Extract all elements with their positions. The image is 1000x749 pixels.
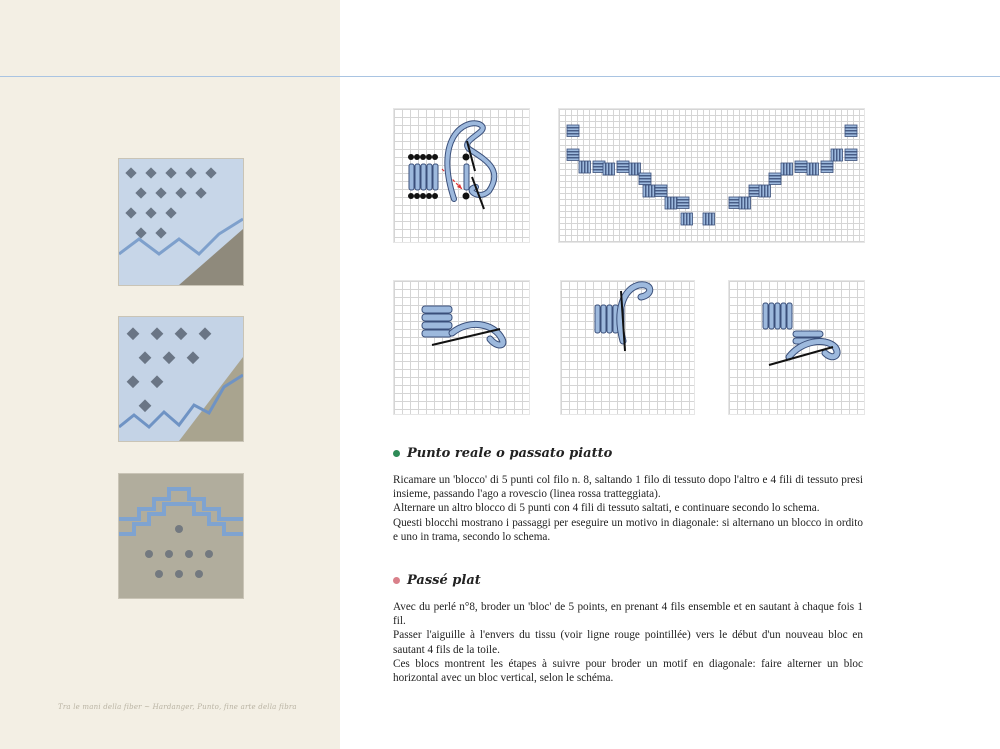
green-bullet-icon bbox=[393, 450, 400, 457]
scheme-block-h bbox=[677, 203, 689, 206]
embroidery-photo-1 bbox=[118, 158, 244, 286]
scheme-block-h bbox=[655, 188, 667, 191]
scheme-block-v bbox=[632, 163, 635, 175]
scheme-block-h bbox=[655, 185, 667, 188]
scheme-block-v bbox=[748, 197, 751, 209]
scheme-block-h bbox=[655, 194, 667, 197]
scheme-block-v bbox=[837, 149, 840, 161]
scheme-block-h bbox=[845, 125, 857, 128]
scheme-block-h bbox=[845, 131, 857, 134]
italian-paragraph-1: Ricamare un 'blocco' di 5 punti col filo n. 8, saltando 1 filo di tessuto dopo l'altro e 4 fili di tessuto presi insieme, passando l'ago a rovescio (linea rossa tratteggiata). bbox=[393, 474, 863, 501]
scheme-block-h bbox=[639, 176, 651, 179]
scheme-block-v bbox=[674, 197, 677, 209]
italian-paragraph-2: Alternare un altro blocco di 5 punti con 4 fili di tessuto saltati, e continuare secondo lo schema. bbox=[393, 502, 820, 515]
scheme-block-h bbox=[567, 125, 579, 128]
scheme-block-h bbox=[821, 167, 833, 170]
scheme-block-h bbox=[567, 152, 579, 155]
scheme-block-h bbox=[845, 149, 857, 152]
scheme-block-v bbox=[681, 213, 684, 225]
scheme-block-v bbox=[603, 163, 606, 175]
scheme-block-h bbox=[617, 167, 629, 170]
header-rule bbox=[0, 76, 1000, 77]
scheme-block-h bbox=[567, 128, 579, 131]
scheme-block-v bbox=[781, 163, 784, 175]
pink-bullet-icon bbox=[393, 577, 400, 584]
scheme-block-h bbox=[845, 158, 857, 161]
scheme-block-h bbox=[845, 134, 857, 137]
scheme-block-h bbox=[677, 197, 689, 200]
scheme-block-h bbox=[795, 170, 807, 173]
scheme-block-v bbox=[629, 163, 632, 175]
scheme-block-h bbox=[567, 158, 579, 161]
scheme-block-v bbox=[807, 163, 810, 175]
scheme-block-v bbox=[703, 213, 706, 225]
french-section-title bbox=[393, 573, 863, 588]
italian-section-title bbox=[393, 446, 863, 461]
stitch-step-diagram-2 bbox=[560, 280, 695, 415]
stitch-step-diagram-1 bbox=[393, 280, 530, 415]
scheme-block-v bbox=[816, 163, 819, 175]
diagonal-scheme-diagram bbox=[558, 108, 865, 243]
scheme-block-v bbox=[840, 149, 843, 161]
scheme-block-v bbox=[649, 185, 652, 197]
scheme-block-v bbox=[834, 149, 837, 161]
scheme-block-v bbox=[712, 213, 715, 225]
scheme-block-v bbox=[810, 163, 813, 175]
scheme-block-v bbox=[652, 185, 655, 197]
scheme-block-h bbox=[677, 206, 689, 209]
scheme-block-v bbox=[687, 213, 690, 225]
scheme-block-h bbox=[677, 200, 689, 203]
scheme-block-v bbox=[709, 213, 712, 225]
scheme-block-h bbox=[821, 170, 833, 173]
scheme-block-v bbox=[635, 163, 638, 175]
scheme-block-v bbox=[831, 149, 834, 161]
stitch-diagram-numbered bbox=[393, 108, 530, 243]
scheme-block-h bbox=[655, 191, 667, 194]
scheme-block-v bbox=[668, 197, 671, 209]
scheme-block-h bbox=[769, 179, 781, 182]
italian-section bbox=[393, 446, 863, 544]
italian-title-text: Punto reale o passato piatto bbox=[407, 446, 613, 461]
scheme-block-h bbox=[567, 134, 579, 137]
scheme-block-v bbox=[684, 213, 687, 225]
scheme-block-v bbox=[742, 197, 745, 209]
scheme-block-h bbox=[845, 155, 857, 158]
scheme-block-v bbox=[790, 163, 793, 175]
scheme-block-h bbox=[617, 161, 629, 164]
scheme-block-h bbox=[567, 131, 579, 134]
scheme-block-v bbox=[745, 197, 748, 209]
scheme-block-h bbox=[769, 176, 781, 179]
scheme-block-v bbox=[706, 213, 709, 225]
french-paragraph-3: Ces blocs montrent les étapes à suivre pour broder un motif en diagonale: faire alterner un bloc horizontal avec un bloc vertical, selon le schéma. bbox=[393, 657, 863, 685]
french-paragraph-1: Avec du perlé n°8, broder un 'bloc' de 5 points, en prenant 4 fils ensemble et en sautant à chaque fois 1 fil. bbox=[393, 601, 863, 628]
scheme-block-h bbox=[567, 155, 579, 158]
scheme-block-v bbox=[612, 163, 615, 175]
scheme-block-v bbox=[784, 163, 787, 175]
scheme-block-v bbox=[582, 161, 585, 173]
embroidery-photo-2 bbox=[118, 316, 244, 442]
scheme-block-v bbox=[609, 163, 612, 175]
scheme-block-v bbox=[606, 163, 609, 175]
scheme-block-h bbox=[617, 170, 629, 173]
french-section bbox=[393, 573, 863, 685]
scheme-block-v bbox=[579, 161, 582, 173]
scheme-block-v bbox=[759, 185, 762, 197]
scheme-block-v bbox=[643, 185, 646, 197]
scheme-block-h bbox=[639, 173, 651, 176]
scheme-block-h bbox=[639, 179, 651, 182]
scheme-block-v bbox=[671, 197, 674, 209]
scheme-block-h bbox=[795, 167, 807, 170]
scheme-block-h bbox=[795, 161, 807, 164]
scheme-block-v bbox=[739, 197, 742, 209]
scheme-block-h bbox=[639, 182, 651, 185]
italian-paragraph-3: Questi blocchi mostrano i passaggi per eseguire un motivo in diagonale: si alternano un blocco in ordito e uno in trama, secondo lo schema. bbox=[393, 516, 863, 543]
scheme-block-v bbox=[585, 161, 588, 173]
scheme-block-v bbox=[646, 185, 649, 197]
scheme-block-v bbox=[813, 163, 816, 175]
embroidery-photo-3 bbox=[118, 473, 244, 599]
scheme-block-h bbox=[821, 164, 833, 167]
scheme-block-v bbox=[768, 185, 771, 197]
stitch-step-diagram-3 bbox=[728, 280, 865, 415]
french-paragraph-2: Passer l'aiguille à l'envers du tissu (voir ligne rouge pointillée) vers le début d'un nouveau bloc en sautant 4 fils de la toile. bbox=[393, 629, 863, 656]
scheme-block-v bbox=[690, 213, 693, 225]
scheme-block-h bbox=[845, 152, 857, 155]
scheme-block-h bbox=[617, 164, 629, 167]
scheme-block-v bbox=[762, 185, 765, 197]
scheme-block-h bbox=[567, 149, 579, 152]
scheme-block-v bbox=[588, 161, 591, 173]
scheme-block-h bbox=[769, 173, 781, 176]
scheme-block-v bbox=[665, 197, 668, 209]
scheme-block-v bbox=[787, 163, 790, 175]
scheme-block-h bbox=[845, 128, 857, 131]
french-title-text: Passé plat bbox=[407, 573, 481, 588]
scheme-block-h bbox=[769, 182, 781, 185]
scheme-block-h bbox=[795, 164, 807, 167]
scheme-block-v bbox=[765, 185, 768, 197]
footer-script-signature: Tra le mani della fiber ~ Hardanger, Punto, fine arte della fibra bbox=[58, 703, 297, 711]
